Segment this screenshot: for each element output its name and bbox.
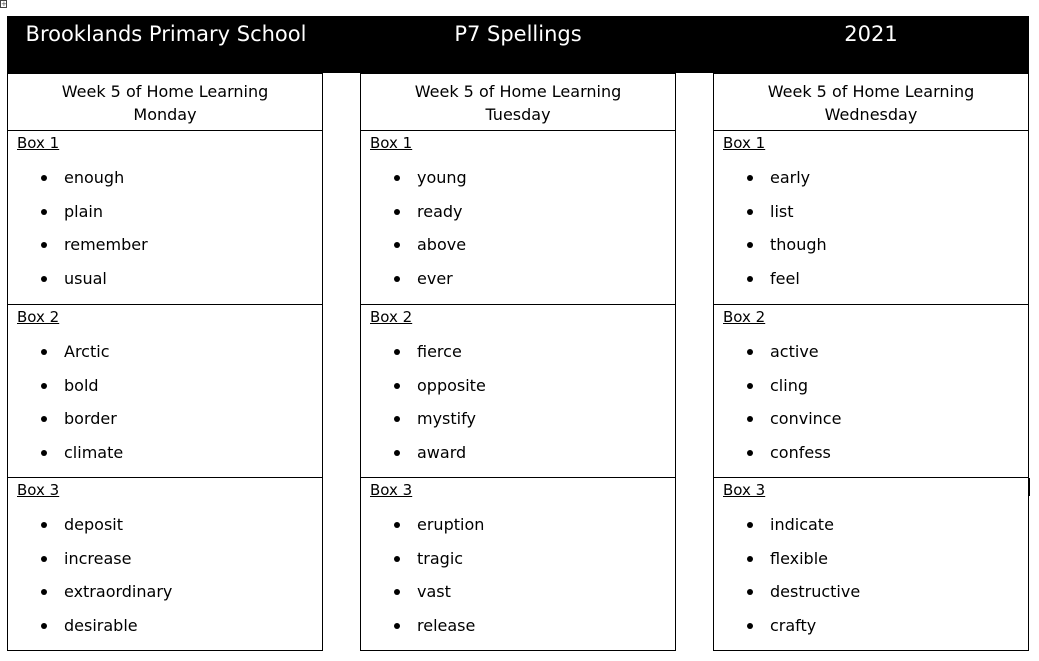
box-title: Box 2 bbox=[370, 308, 413, 326]
word-item bbox=[361, 514, 484, 548]
spelling-box bbox=[714, 478, 1028, 650]
box-title: Box 1 bbox=[17, 134, 60, 152]
bullet-icon bbox=[394, 416, 400, 422]
word-text: plain bbox=[64, 201, 103, 221]
word-item bbox=[714, 615, 860, 649]
bullet-icon bbox=[747, 383, 753, 389]
word-item bbox=[361, 375, 486, 409]
word-item bbox=[714, 548, 860, 582]
document-title: P7 Spellings bbox=[454, 22, 582, 46]
word-item bbox=[714, 408, 841, 442]
bullet-icon bbox=[41, 556, 47, 562]
bullet-icon bbox=[41, 209, 47, 215]
word-item bbox=[361, 268, 467, 302]
word-item bbox=[361, 581, 484, 615]
spelling-box bbox=[361, 478, 675, 650]
word-item bbox=[361, 341, 486, 375]
word-item bbox=[714, 201, 827, 235]
word-text: release bbox=[417, 615, 476, 635]
word-item bbox=[8, 268, 148, 302]
bullet-icon bbox=[41, 589, 47, 595]
bullet-icon bbox=[747, 209, 753, 215]
word-item bbox=[8, 581, 172, 615]
box-title: Box 1 bbox=[723, 134, 766, 152]
word-item bbox=[8, 341, 123, 375]
bullet-icon bbox=[394, 175, 400, 181]
spelling-box bbox=[714, 131, 1028, 305]
week-label: Week 5 of Home Learning bbox=[414, 82, 622, 101]
word-text: eruption bbox=[417, 515, 485, 534]
bullet-icon bbox=[747, 522, 753, 528]
word-item bbox=[8, 167, 148, 201]
word-item bbox=[8, 615, 172, 649]
word-text: tragic bbox=[417, 548, 464, 568]
word-text: remember bbox=[64, 235, 148, 255]
bullet-icon bbox=[747, 175, 753, 181]
word-list bbox=[714, 167, 827, 301]
word-text: deposit bbox=[64, 515, 123, 534]
word-item bbox=[714, 581, 860, 615]
word-text: list bbox=[770, 201, 794, 221]
word-list bbox=[8, 514, 172, 648]
school-name: Brooklands Primary School bbox=[25, 22, 307, 46]
word-list bbox=[361, 341, 486, 475]
spelling-box bbox=[8, 305, 322, 478]
bullet-icon bbox=[41, 276, 47, 282]
box-title: Box 3 bbox=[723, 481, 766, 499]
bullet-icon bbox=[394, 383, 400, 389]
word-text: usual bbox=[64, 268, 107, 288]
word-text: increase bbox=[64, 548, 132, 568]
word-list bbox=[714, 341, 841, 475]
word-text: though bbox=[770, 235, 827, 255]
word-text: early bbox=[770, 168, 811, 187]
word-text: convince bbox=[770, 409, 842, 429]
word-item bbox=[361, 167, 467, 201]
day-column-wednesday bbox=[713, 73, 1029, 651]
header-bar bbox=[7, 16, 1029, 73]
word-text: cling bbox=[770, 375, 808, 395]
word-text: mystify bbox=[417, 409, 476, 429]
word-text: flexible bbox=[770, 548, 828, 568]
bullet-icon bbox=[41, 383, 47, 389]
bullet-icon bbox=[41, 450, 47, 456]
bullet-icon bbox=[394, 242, 400, 248]
spelling-box bbox=[714, 305, 1028, 478]
day-label: Monday bbox=[133, 105, 197, 124]
word-item bbox=[8, 548, 172, 582]
word-text: border bbox=[64, 409, 117, 429]
word-text: destructive bbox=[770, 582, 861, 602]
word-item bbox=[714, 514, 860, 548]
box-title: Box 2 bbox=[17, 308, 60, 326]
word-list bbox=[8, 167, 148, 301]
word-list bbox=[714, 514, 860, 648]
word-text: ready bbox=[417, 201, 463, 221]
bullet-icon bbox=[41, 175, 47, 181]
box-title: Box 2 bbox=[723, 308, 766, 326]
day-label: Tuesday bbox=[485, 105, 551, 124]
bullet-icon bbox=[747, 589, 753, 595]
word-item bbox=[714, 167, 827, 201]
word-item bbox=[8, 234, 148, 268]
week-label: Week 5 of Home Learning bbox=[61, 82, 269, 101]
bullet-icon bbox=[747, 556, 753, 562]
word-text: active bbox=[770, 342, 819, 361]
word-item bbox=[361, 201, 467, 235]
word-text: crafty bbox=[770, 615, 817, 635]
spelling-box bbox=[8, 478, 322, 650]
bullet-icon bbox=[394, 349, 400, 355]
word-item bbox=[8, 375, 123, 409]
bullet-icon bbox=[41, 242, 47, 248]
bullet-icon bbox=[41, 349, 47, 355]
bullet-icon bbox=[747, 276, 753, 282]
word-text: vast bbox=[417, 582, 451, 602]
word-item bbox=[361, 442, 486, 476]
box-title: Box 3 bbox=[370, 481, 413, 499]
word-text: Arctic bbox=[64, 342, 110, 361]
word-item bbox=[8, 514, 172, 548]
bullet-icon bbox=[394, 450, 400, 456]
word-item bbox=[361, 408, 486, 442]
word-text: enough bbox=[64, 168, 125, 187]
bullet-icon bbox=[41, 623, 47, 629]
week-label: Week 5 of Home Learning bbox=[767, 82, 975, 101]
spelling-box bbox=[8, 131, 322, 305]
word-text: award bbox=[417, 442, 467, 462]
word-text: feel bbox=[770, 268, 800, 288]
day-column-tuesday bbox=[360, 73, 676, 651]
word-item bbox=[8, 201, 148, 235]
bullet-icon bbox=[394, 556, 400, 562]
bullet-icon bbox=[747, 242, 753, 248]
word-list bbox=[8, 341, 123, 475]
day-heading bbox=[361, 74, 675, 131]
day-heading bbox=[8, 74, 322, 131]
word-item bbox=[361, 234, 467, 268]
bullet-icon bbox=[394, 209, 400, 215]
bullet-icon bbox=[394, 623, 400, 629]
bullet-icon bbox=[747, 416, 753, 422]
word-item bbox=[714, 442, 841, 476]
bullet-icon bbox=[747, 450, 753, 456]
bullet-icon bbox=[747, 349, 753, 355]
bullet-icon bbox=[394, 522, 400, 528]
word-list bbox=[361, 167, 467, 301]
word-text: opposite bbox=[417, 375, 486, 395]
box-title: Box 1 bbox=[370, 134, 413, 152]
word-text: bold bbox=[64, 375, 99, 395]
word-item bbox=[8, 442, 123, 476]
word-text: young bbox=[417, 168, 467, 187]
word-list bbox=[361, 514, 484, 648]
word-item bbox=[714, 341, 841, 375]
word-text: extraordinary bbox=[64, 582, 173, 602]
year-label: 2021 bbox=[844, 22, 898, 46]
word-text: ever bbox=[417, 268, 453, 288]
table-move-handle-icon[interactable]: + bbox=[1, 0, 7, 8]
bullet-icon bbox=[394, 276, 400, 282]
word-text: climate bbox=[64, 442, 124, 462]
bullet-icon bbox=[41, 416, 47, 422]
bullet-icon bbox=[394, 589, 400, 595]
word-text: confess bbox=[770, 442, 831, 462]
word-text: fierce bbox=[417, 342, 462, 361]
bullet-icon bbox=[41, 522, 47, 528]
word-item bbox=[8, 408, 123, 442]
spelling-box bbox=[361, 305, 675, 478]
day-heading bbox=[714, 74, 1028, 131]
word-item bbox=[361, 615, 484, 649]
word-item bbox=[361, 548, 484, 582]
word-item bbox=[714, 234, 827, 268]
bullet-icon bbox=[747, 623, 753, 629]
text-cursor bbox=[1029, 478, 1030, 496]
word-item bbox=[714, 375, 841, 409]
box-title: Box 3 bbox=[17, 481, 60, 499]
word-text: above bbox=[417, 235, 467, 255]
day-label: Wednesday bbox=[824, 105, 918, 124]
word-text: desirable bbox=[64, 615, 138, 635]
word-item bbox=[714, 268, 827, 302]
word-text: indicate bbox=[770, 515, 834, 534]
spelling-box bbox=[361, 131, 675, 305]
day-column-monday bbox=[7, 73, 323, 651]
